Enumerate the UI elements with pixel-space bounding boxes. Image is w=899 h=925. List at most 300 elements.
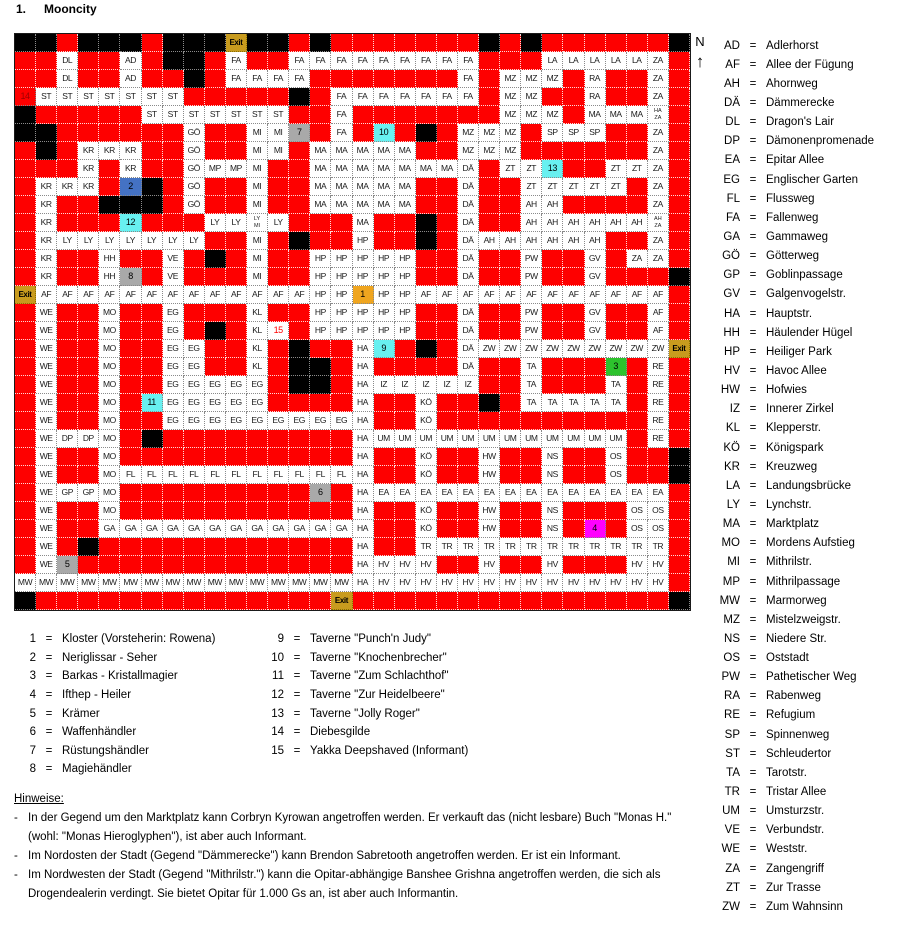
location-name: Taverne "Knochenbrecher" bbox=[310, 651, 447, 664]
map-street-cell: FA bbox=[437, 88, 458, 106]
map-cell-building bbox=[331, 232, 352, 250]
map-street-cell: MW bbox=[78, 574, 99, 592]
legend-equals: = bbox=[749, 843, 757, 856]
map-street-cell: MW bbox=[184, 574, 205, 592]
map-street-cell: GA bbox=[310, 520, 331, 538]
map-street-cell: AF bbox=[78, 286, 99, 304]
map-cell-building bbox=[437, 232, 458, 250]
map-street-cell: DÄ bbox=[458, 160, 479, 178]
map-street-cell: ST bbox=[78, 88, 99, 106]
map-cell-building bbox=[458, 466, 479, 484]
note-item bbox=[14, 847, 674, 866]
map-street-cell: LA bbox=[606, 52, 627, 70]
map-cell-building bbox=[627, 430, 648, 448]
map-street-cell: FA bbox=[353, 52, 374, 70]
map-cell-building bbox=[226, 178, 247, 196]
location-equals: = bbox=[293, 689, 301, 702]
map-cell-building bbox=[669, 322, 690, 340]
map-cell-building bbox=[479, 178, 500, 196]
map-cell-building bbox=[500, 592, 521, 610]
map-street-cell: MO bbox=[99, 448, 120, 466]
map-cell-building bbox=[416, 358, 437, 376]
map-street-cell: HP bbox=[331, 250, 352, 268]
map-street-cell: TR bbox=[542, 538, 563, 556]
map-cell-building bbox=[57, 250, 78, 268]
legend-equals: = bbox=[749, 77, 757, 90]
map-street-cell: ZT bbox=[585, 178, 606, 196]
map-cell-building bbox=[563, 448, 584, 466]
map-street-cell: GA bbox=[142, 520, 163, 538]
map-cell-building bbox=[142, 412, 163, 430]
map-cell-building bbox=[521, 520, 542, 538]
map-street-cell: MA bbox=[374, 142, 395, 160]
legend-street-name: Flussweg bbox=[766, 192, 815, 205]
map-cell-building bbox=[163, 502, 184, 520]
map-cell-building bbox=[606, 124, 627, 142]
map-street-cell: DL bbox=[57, 70, 78, 88]
legend-entry bbox=[712, 706, 897, 725]
map-street-cell: AF bbox=[458, 286, 479, 304]
location-number: 13 bbox=[271, 707, 284, 720]
map-cell-block bbox=[184, 52, 205, 70]
map-street-cell: AF bbox=[226, 286, 247, 304]
map-cell-building bbox=[163, 196, 184, 214]
legend-entry bbox=[712, 323, 897, 342]
legend-code: IZ bbox=[729, 403, 740, 416]
map-cell-building bbox=[416, 142, 437, 160]
legend-code: HW bbox=[720, 384, 740, 397]
map-cell-building bbox=[205, 268, 226, 286]
map-street-cell: TA bbox=[521, 358, 542, 376]
map-street-cell: FA bbox=[247, 70, 268, 88]
map-street-cell: MP bbox=[226, 160, 247, 178]
map-cell-building bbox=[163, 556, 184, 574]
map-street-cell: EA bbox=[606, 484, 627, 502]
map-cell-building bbox=[15, 502, 36, 520]
map-cell-building bbox=[36, 592, 57, 610]
map-cell-block bbox=[289, 376, 310, 394]
map-cell-block bbox=[669, 34, 690, 52]
map-cell-building bbox=[226, 322, 247, 340]
map-cell-building bbox=[395, 394, 416, 412]
map-street-cell: LY bbox=[163, 232, 184, 250]
map-cell-building bbox=[184, 592, 205, 610]
map-cell-building bbox=[15, 52, 36, 70]
map-cell-building bbox=[669, 124, 690, 142]
map-street-cell: MO bbox=[99, 376, 120, 394]
map-street-cell: FA bbox=[395, 52, 416, 70]
map-street-cell: DÄ bbox=[458, 268, 479, 286]
map-street-cell: FA bbox=[289, 70, 310, 88]
map-cell-building bbox=[521, 556, 542, 574]
map-street-cell: HV bbox=[395, 556, 416, 574]
map-cell-building bbox=[521, 52, 542, 70]
map-cell-block bbox=[310, 358, 331, 376]
map-street-cell: KR bbox=[36, 214, 57, 232]
map-cell-building bbox=[479, 412, 500, 430]
location-name: Barkas - Kristallmagier bbox=[62, 670, 178, 683]
map-cell-building bbox=[78, 412, 99, 430]
map-street-cell: ZA bbox=[648, 250, 669, 268]
map-cell-building bbox=[268, 268, 289, 286]
map-cell-building bbox=[289, 34, 310, 52]
map-street-cell: DÄ bbox=[458, 232, 479, 250]
legend-entry bbox=[712, 74, 897, 93]
map-street-cell: EG bbox=[247, 394, 268, 412]
map-street-cell: AH ZA bbox=[648, 214, 669, 232]
legend-equals: = bbox=[749, 766, 757, 779]
map-street-cell: DL bbox=[57, 52, 78, 70]
map-street-cell: WE bbox=[36, 358, 57, 376]
map-cell-building bbox=[669, 304, 690, 322]
location-number: 3 bbox=[29, 670, 36, 683]
map-street-cell: ZW bbox=[648, 340, 669, 358]
map-street-cell: HA bbox=[353, 340, 374, 358]
map-cell-building bbox=[627, 88, 648, 106]
map-street-cell: EG bbox=[226, 412, 247, 430]
legend-equals: = bbox=[749, 556, 757, 569]
map-cell-block bbox=[669, 268, 690, 286]
map-street-cell: MA bbox=[331, 178, 352, 196]
location-entry bbox=[266, 649, 506, 668]
map-cell-building bbox=[542, 412, 563, 430]
map-cell-building bbox=[163, 124, 184, 142]
map-street-cell: AH bbox=[606, 214, 627, 232]
map-cell-building bbox=[57, 304, 78, 322]
map-cell-block bbox=[669, 466, 690, 484]
map-cell-building bbox=[226, 142, 247, 160]
map-cell-building bbox=[226, 124, 247, 142]
map-cell-building bbox=[184, 88, 205, 106]
legend-equals: = bbox=[749, 537, 757, 550]
map-cell-building bbox=[374, 70, 395, 88]
map-street-cell: FA bbox=[268, 70, 289, 88]
map-cell-building bbox=[395, 502, 416, 520]
map-cell-building bbox=[289, 430, 310, 448]
map-street-cell: AH bbox=[585, 214, 606, 232]
map-street-cell: MA bbox=[310, 160, 331, 178]
map-cell-building bbox=[458, 106, 479, 124]
map-street-cell: KR bbox=[36, 178, 57, 196]
map-cell-building bbox=[57, 394, 78, 412]
map-cell-building bbox=[606, 250, 627, 268]
map-street-cell: DÄ bbox=[458, 178, 479, 196]
map-street-cell: AH bbox=[542, 232, 563, 250]
map-street-cell: EA bbox=[437, 484, 458, 502]
map-cell-building bbox=[585, 556, 606, 574]
map-street-cell: MZ bbox=[521, 106, 542, 124]
map-cell-building bbox=[184, 538, 205, 556]
location-name: Yakka Deepshaved (Informant) bbox=[310, 744, 469, 757]
legend-code: HH bbox=[723, 326, 740, 339]
map-cell-building bbox=[120, 124, 141, 142]
map-street-cell: GA bbox=[205, 520, 226, 538]
map-street-cell: MZ bbox=[542, 70, 563, 88]
map-cell-building bbox=[331, 70, 352, 88]
location-equals: = bbox=[45, 744, 53, 757]
map-cell-building bbox=[99, 106, 120, 124]
map-cell-building bbox=[416, 178, 437, 196]
map-cell-building bbox=[15, 70, 36, 88]
map-cell-block bbox=[289, 88, 310, 106]
map-cell-building bbox=[163, 592, 184, 610]
map-street-cell: ZA bbox=[627, 250, 648, 268]
map-street-cell: ST bbox=[142, 88, 163, 106]
notes-section bbox=[14, 793, 674, 904]
legend-equals: = bbox=[749, 173, 757, 186]
map-cell-building bbox=[563, 592, 584, 610]
location-number: 8 bbox=[29, 763, 36, 776]
map-cell-building bbox=[289, 106, 310, 124]
compass bbox=[691, 34, 709, 70]
map-cell-building bbox=[395, 124, 416, 142]
map-street-cell: HP bbox=[395, 268, 416, 286]
location-entry bbox=[18, 630, 258, 649]
map-cell-building bbox=[331, 394, 352, 412]
map-street-cell: MW bbox=[268, 574, 289, 592]
map-street-cell: MI bbox=[247, 178, 268, 196]
map-street-cell: LY bbox=[120, 232, 141, 250]
map-cell-building bbox=[585, 160, 606, 178]
map-street-cell: MA bbox=[585, 106, 606, 124]
map-street-cell: LY bbox=[184, 232, 205, 250]
map-cell-building bbox=[268, 538, 289, 556]
map-street-cell: MW bbox=[99, 574, 120, 592]
map-street-cell: MA bbox=[395, 196, 416, 214]
map-street-cell: AH bbox=[521, 196, 542, 214]
map-cell-building bbox=[374, 106, 395, 124]
map-street-cell: HP bbox=[374, 250, 395, 268]
legend-code: UM bbox=[722, 805, 740, 818]
map-cell-building bbox=[226, 268, 247, 286]
map-street-cell: KL bbox=[247, 340, 268, 358]
map-street-cell: HP bbox=[310, 268, 331, 286]
map-cell-building bbox=[500, 502, 521, 520]
map-cell-building bbox=[205, 502, 226, 520]
map-street-cell: HV bbox=[521, 574, 542, 592]
map-cell-building bbox=[163, 214, 184, 232]
map-street-cell: HP bbox=[310, 322, 331, 340]
map-cell-building bbox=[353, 106, 374, 124]
map-street-cell: EA bbox=[585, 484, 606, 502]
map-street-cell: HA bbox=[353, 556, 374, 574]
map-street-cell: FA bbox=[395, 88, 416, 106]
legend-code: RE bbox=[724, 709, 740, 722]
legend-code: FL bbox=[726, 192, 740, 205]
map-street-cell: OS bbox=[606, 448, 627, 466]
map-cell-building bbox=[669, 502, 690, 520]
map-cell-building bbox=[142, 556, 163, 574]
map-street-cell: HA bbox=[353, 358, 374, 376]
map-cell-building bbox=[437, 466, 458, 484]
map-street-cell: UM bbox=[563, 430, 584, 448]
legend-code: AD bbox=[724, 39, 740, 52]
map-cell-building bbox=[142, 34, 163, 52]
map-street-cell: AF bbox=[648, 322, 669, 340]
map-street-cell: FA bbox=[353, 88, 374, 106]
compass-north-label: N bbox=[695, 34, 705, 49]
map-street-cell: MW bbox=[36, 574, 57, 592]
map-cell-building bbox=[15, 412, 36, 430]
map-street-cell: KÖ bbox=[416, 466, 437, 484]
map-cell-building bbox=[120, 484, 141, 502]
map-cell-building bbox=[458, 394, 479, 412]
map-street-cell: MA bbox=[310, 178, 331, 196]
map-street-cell: FA bbox=[331, 88, 352, 106]
map-street-cell: FL bbox=[184, 466, 205, 484]
map-street-cell: FL bbox=[247, 466, 268, 484]
map-street-cell: FA bbox=[226, 52, 247, 70]
map-cell-building bbox=[57, 448, 78, 466]
map-street-cell: ST bbox=[163, 106, 184, 124]
map-street-cell: EG bbox=[289, 412, 310, 430]
map-street-cell: EG bbox=[226, 376, 247, 394]
map-street-cell: EA bbox=[521, 484, 542, 502]
location-number: 6 bbox=[29, 726, 36, 739]
map-street-cell: AH bbox=[500, 232, 521, 250]
map-cell-building bbox=[500, 304, 521, 322]
map-street-cell: WE bbox=[36, 430, 57, 448]
map-cell-building bbox=[15, 232, 36, 250]
map-street-cell: FA bbox=[458, 52, 479, 70]
map-cell-building bbox=[247, 538, 268, 556]
legend-street-name: Englischer Garten bbox=[766, 173, 859, 186]
location-number: 11 bbox=[272, 670, 284, 683]
map-cell-building bbox=[331, 376, 352, 394]
map-street-cell: KÖ bbox=[416, 520, 437, 538]
map-street-cell: KR bbox=[78, 160, 99, 178]
map-cell-building bbox=[563, 106, 584, 124]
legend-entry bbox=[712, 266, 897, 285]
map-street-cell: LY bbox=[226, 214, 247, 232]
map-cell-building bbox=[669, 88, 690, 106]
map-street-cell: AF bbox=[648, 304, 669, 322]
map-cell-block bbox=[669, 448, 690, 466]
map-cell-building bbox=[78, 376, 99, 394]
map-street-cell: AF bbox=[542, 286, 563, 304]
location-equals: = bbox=[45, 707, 53, 720]
map-cell-building bbox=[15, 466, 36, 484]
map-cell-building bbox=[142, 322, 163, 340]
legend-street-name: Verbundstr. bbox=[766, 824, 825, 837]
legend-code: MZ bbox=[723, 613, 740, 626]
map-street-cell: KR bbox=[36, 196, 57, 214]
map-street-cell: EG bbox=[184, 376, 205, 394]
map-street-cell: SP bbox=[585, 124, 606, 142]
legend-equals: = bbox=[749, 862, 757, 875]
map-cell-building bbox=[479, 304, 500, 322]
map-street-cell: WE bbox=[36, 304, 57, 322]
legend-street-name: Ahornweg bbox=[766, 77, 818, 90]
map-cell-building bbox=[585, 466, 606, 484]
map-street-cell: HV bbox=[479, 556, 500, 574]
map-street-cell: EG bbox=[184, 412, 205, 430]
map-street-cell: MP bbox=[205, 160, 226, 178]
map-street-cell: HA bbox=[353, 538, 374, 556]
map-cell-building bbox=[542, 268, 563, 286]
map-cell-building bbox=[78, 106, 99, 124]
map-street-cell: GV bbox=[585, 268, 606, 286]
legend-code: ST bbox=[725, 747, 740, 760]
map-street-cell: OS bbox=[648, 502, 669, 520]
map-street-cell: TR bbox=[416, 538, 437, 556]
map-cell-building bbox=[353, 124, 374, 142]
legend-equals: = bbox=[749, 900, 757, 913]
legend-street-name: Umsturzstr. bbox=[766, 805, 825, 818]
map-street-cell: ZT bbox=[542, 178, 563, 196]
map-street-cell: KR bbox=[57, 178, 78, 196]
map-cell-building bbox=[310, 502, 331, 520]
legend-street-name: Epitar Allee bbox=[766, 154, 825, 167]
note-item bbox=[14, 809, 674, 847]
map-street-cell: ZA bbox=[648, 142, 669, 160]
map-cell-building bbox=[458, 502, 479, 520]
map-street-cell: GA bbox=[163, 520, 184, 538]
map-street-cell: HV bbox=[374, 574, 395, 592]
map-cell-block bbox=[78, 34, 99, 52]
map-cell-building bbox=[226, 304, 247, 322]
location-number: 14 bbox=[271, 726, 284, 739]
map-street-cell: EG bbox=[163, 322, 184, 340]
map-street-cell: EG bbox=[205, 412, 226, 430]
legend-street-name: Häulender Hügel bbox=[766, 326, 853, 339]
map-cell-building bbox=[500, 52, 521, 70]
legend-code: KL bbox=[725, 422, 740, 435]
location-number: 9 bbox=[277, 633, 284, 646]
map-street-cell: AH bbox=[585, 232, 606, 250]
location-number: 4 bbox=[29, 689, 36, 702]
map-cell-building bbox=[310, 232, 331, 250]
map-cell-building bbox=[142, 538, 163, 556]
map-cell-building bbox=[500, 214, 521, 232]
map-cell-building bbox=[120, 430, 141, 448]
map-cell-building bbox=[648, 34, 669, 52]
map-location-3: 3 bbox=[606, 358, 627, 376]
map-street-cell: NS bbox=[542, 466, 563, 484]
map-cell-building bbox=[585, 592, 606, 610]
location-number: 12 bbox=[271, 689, 284, 702]
map-street-cell: MZ bbox=[521, 70, 542, 88]
map-cell-building bbox=[247, 88, 268, 106]
map-cell-building bbox=[437, 358, 458, 376]
map-street-cell: HV bbox=[542, 556, 563, 574]
map-cell-building bbox=[563, 196, 584, 214]
map-cell-building bbox=[268, 304, 289, 322]
map-street-cell: UM bbox=[500, 430, 521, 448]
map-cell-block bbox=[15, 106, 36, 124]
map-cell-building bbox=[289, 592, 310, 610]
map-street-cell: FA bbox=[437, 52, 458, 70]
legend-entry bbox=[712, 725, 897, 744]
map-street-cell: GV bbox=[585, 304, 606, 322]
legend-equals: = bbox=[749, 403, 757, 416]
page-title bbox=[16, 2, 97, 16]
legend-code: AH bbox=[724, 77, 740, 90]
map-cell-building bbox=[416, 196, 437, 214]
location-entry bbox=[18, 649, 258, 668]
map-cell-building bbox=[163, 448, 184, 466]
map-cell-building bbox=[479, 592, 500, 610]
map-street-cell: HA bbox=[353, 484, 374, 502]
map-cell-building bbox=[310, 70, 331, 88]
map-cell-building bbox=[585, 142, 606, 160]
map-cell-building bbox=[669, 484, 690, 502]
note-text: In der Gegend um den Marktplatz kann Corbryn Kyrowan angetroffen werden. Er verkauft das (nicht lesbare) Buch "Monas H." (wohl: "Monas Hieroglyphen"), ist aber auch Informant. bbox=[28, 812, 672, 843]
map-cell-building bbox=[374, 34, 395, 52]
map-street-cell: HV bbox=[479, 574, 500, 592]
map-street-cell: WE bbox=[36, 484, 57, 502]
map-street-cell: ZW bbox=[563, 340, 584, 358]
